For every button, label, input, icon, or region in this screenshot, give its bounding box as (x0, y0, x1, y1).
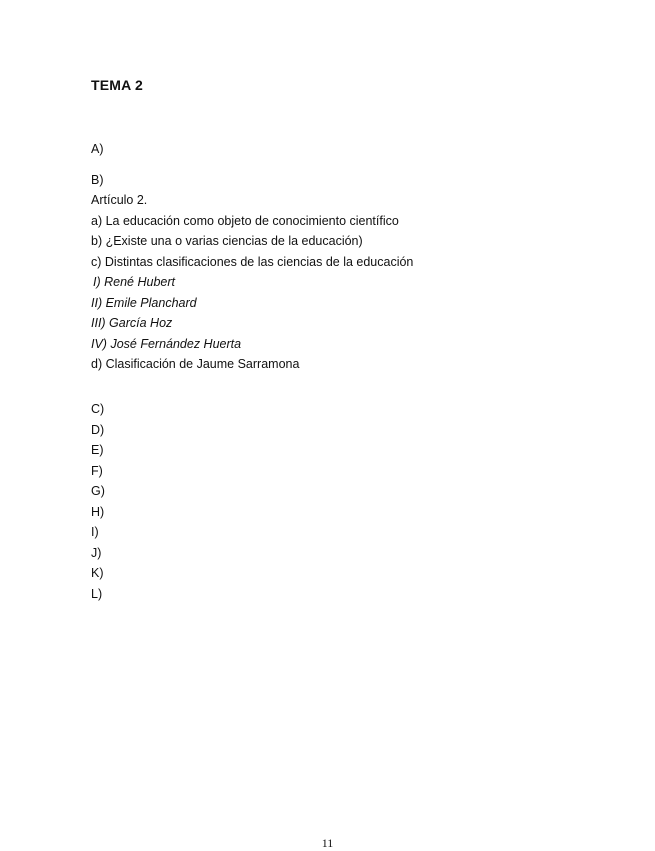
section-a-label: A) (91, 142, 104, 156)
page-title: TEMA 2 (91, 77, 144, 93)
section-b-label: B) (91, 173, 104, 187)
section-h-label: H) (91, 505, 105, 519)
list-item-d: d) Clasificación de Jaume Sarramona (91, 357, 300, 371)
subitem-emile-planchard: II) Emile Planchard (91, 296, 197, 310)
subitem-garcia-hoz: III) García Hoz (91, 316, 173, 330)
section-e-label: E) (91, 443, 104, 457)
section-k-label: K) (91, 566, 104, 580)
section-f-label: F) (91, 464, 103, 478)
subitem-rene-hubert: I) René Hubert (93, 275, 175, 289)
subitem-jose-fernandez-huerta: IV) José Fernández Huerta (91, 337, 242, 351)
list-item-a: a) La educación como objeto de conocimiento científico (91, 214, 399, 228)
article-heading: Artículo 2. (91, 193, 148, 207)
page-number: 11 (321, 836, 334, 850)
section-j-label: J) (91, 546, 102, 560)
list-item-b: b) ¿Existe una o varias ciencias de la educación) (91, 234, 363, 248)
section-l-label: L) (91, 587, 103, 601)
section-g-label: G) (91, 484, 105, 498)
list-item-c: c) Distintas clasificaciones de las ciencias de la educación (91, 255, 414, 269)
section-c-label: C) (91, 402, 105, 416)
section-i-label: I) (91, 525, 99, 539)
section-d-label: D) (91, 423, 105, 437)
